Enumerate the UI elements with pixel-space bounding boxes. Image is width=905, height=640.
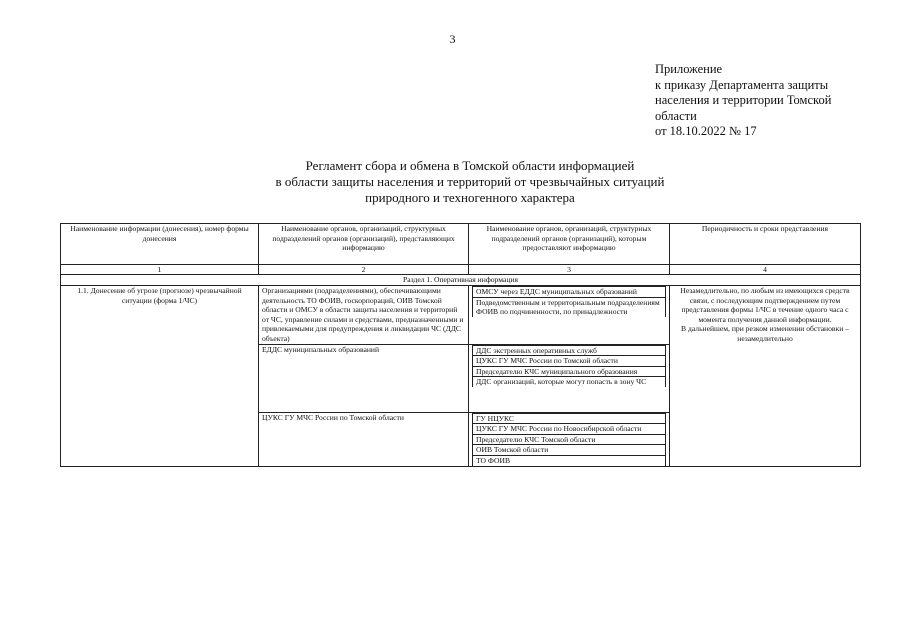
recipient-item: Председателю КЧС Томской области	[473, 434, 666, 445]
title-line: природного и техногенного характера	[365, 190, 575, 205]
recipient-item: ЦУКС ГУ МЧС России по Томской области	[473, 356, 666, 367]
column-number: 3	[469, 265, 670, 275]
provider-cell: Организациями (подразделениями), обеспечивающими деятельность ТО ФОИВ, госкорпораций, ОИВ Томской области и ОМСУ в области защиты населения и территорий от ЧС, управление силами и средствами, предназначенными и привлекаемыми для предупреждения и ликвидации ЧС (ДДС объекта)	[259, 286, 469, 345]
header-cell: Наименование органов, организаций, структурных подразделений органов (организаций), представляющих информацию	[259, 224, 469, 265]
table-row	[61, 286, 861, 345]
document-title	[150, 158, 790, 206]
timing-cell	[670, 286, 861, 467]
column-number: 1	[61, 265, 259, 275]
header-cell: Наименование информации (донесения), номер формы донесения	[61, 224, 259, 265]
regulation-table	[60, 223, 861, 467]
appendix-title: Приложение	[655, 62, 723, 76]
recipients-list	[472, 345, 666, 387]
recipient-item: ОИВ Томской области	[473, 445, 666, 456]
recipients-list	[472, 286, 666, 317]
timing-text: В дальнейшем, при резком изменении обстановки – незамедлительно	[681, 324, 849, 343]
recipient-item: ДДС экстренных оперативных служб	[473, 345, 666, 356]
recipient-item: Председателю КЧС муниципального образования	[473, 366, 666, 377]
column-number: 2	[259, 265, 469, 275]
column-number: 4	[670, 265, 861, 275]
page-number: 3	[449, 32, 456, 46]
recipient-item: ОМСУ через ЕДДС муниципальных образований	[473, 287, 666, 298]
table-header-row	[61, 224, 861, 265]
recipient-item: Подведомственным и территориальным подразделениям ФОИВ по подчиненности, по принадлежности	[473, 297, 666, 317]
timing-text: Незамедлительно, по любым из имеющихся средств связи, с последующим подтверждением путем представления формы 1/ЧС в течение одного часа с момента получения данной информации.	[680, 286, 850, 324]
appendix-line: населения и территории Томской	[655, 93, 832, 107]
recipient-item: ДДС организаций, которые могут попасть в зону ЧС	[473, 377, 666, 387]
info-cell: 1.1. Донесение об угрозе (прогнозе) чрезвычайной ситуации (форма 1/ЧС)	[61, 286, 259, 467]
recipients-cell	[469, 412, 670, 466]
appendix-block	[655, 62, 885, 140]
column-number-row	[61, 265, 861, 275]
recipient-item: ГУ НЦУКС	[473, 413, 666, 424]
recipients-list	[472, 413, 666, 466]
recipients-cell	[469, 344, 670, 412]
recipient-item: ЦУКС ГУ МЧС России по Новосибирской области	[473, 424, 666, 435]
header-cell: Наименование органов, организаций, структурных подразделений органов (организаций), которым предоставляют информацию	[469, 224, 670, 265]
recipients-cell	[469, 286, 670, 345]
recipient-item: ТО ФОИВ	[473, 455, 666, 465]
appendix-date: от 18.10.2022 № 17	[655, 124, 757, 138]
title-line: Регламент сбора и обмена в Томской области информацией	[305, 158, 635, 173]
title-line: в области защиты населения и территорий от чрезвычайных ситуаций	[275, 174, 665, 189]
appendix-line: области	[655, 108, 697, 123]
header-cell: Периодичность и сроки представления	[670, 224, 861, 265]
appendix-line: к приказу Департамента защиты	[655, 77, 829, 92]
provider-cell: ЦУКС ГУ МЧС России по Томской области	[259, 412, 469, 466]
section-row	[61, 275, 861, 286]
provider-cell: ЕДДС муниципальных образований	[259, 344, 469, 412]
section-title: Раздел 1. Оперативная информация	[61, 275, 861, 286]
